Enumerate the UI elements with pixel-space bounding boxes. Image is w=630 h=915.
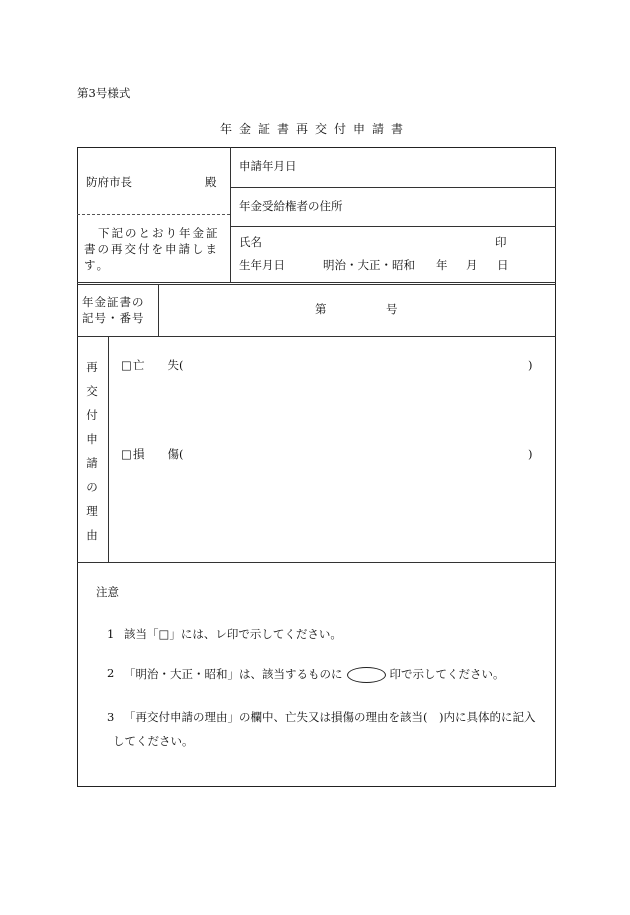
row-divider [230,187,556,188]
reason-label-char: 請 [86,456,98,470]
damaged-close-paren: ) [528,447,533,461]
month-label: 月 [466,258,478,272]
birthdate-label[interactable]: 生年月日 [239,258,285,272]
seal-label: 印 [495,235,507,249]
reason-label-char: 再 [86,360,98,374]
note-3-line-1: 「再交付申請の理由」の欄中、亡失又は損傷の理由を該当( )内に具体的に記入 [124,710,536,724]
section-divider [230,147,231,283]
reason-label-char: 交 [86,384,98,398]
row-divider [77,284,556,285]
reason-label-char: の [86,480,98,494]
address-label[interactable]: 年金受給権者の住所 [239,199,343,213]
name-label[interactable]: 氏名 [239,235,262,249]
note-3-number: 3 [107,710,115,724]
reason-label-char: 由 [86,528,98,542]
application-date-label[interactable]: 申請年月日 [239,159,297,173]
lost-label: 亡 失( [133,358,184,372]
ellipse-icon [347,667,386,683]
row-divider [77,336,556,337]
note-2-text-after: 印で示してください。 [389,667,505,681]
column-divider [158,284,159,336]
dashed-divider [77,214,230,215]
certificate-suffix: 号 [386,302,398,316]
certificate-label: 年金証書の記号・番号 [82,295,145,325]
note-2-number: 2 [107,666,115,680]
day-label: 日 [497,258,509,272]
year-label: 年 [436,258,448,272]
note-3-line-2: してください。 [113,734,194,748]
row-divider [230,226,556,227]
notes-heading: 注意 [96,585,119,599]
era-options[interactable]: 明治・大正・昭和 [323,258,415,272]
reason-label-char: 申 [86,432,98,446]
row-divider [77,562,556,563]
note-2-text-before: 「明治・大正・昭和」は、該当するものに [124,667,343,681]
column-divider [108,336,109,562]
note-2-text [124,666,505,683]
damaged-checkbox[interactable]: □ [121,447,132,461]
row-divider [77,282,556,283]
lost-checkbox[interactable]: □ [121,358,132,372]
damaged-label: 損 傷( [133,447,184,461]
note-1-text: 該当「□」には、レ印で示してください。 [124,627,342,641]
addressee-name: 防府市長 [86,175,132,189]
reason-label-char: 付 [86,408,98,422]
note-1-number: 1 [107,627,115,641]
reason-label-char: 理 [86,504,98,518]
page-title: 年金証書再交付申請書 [219,122,410,136]
form-number: 第3号様式 [77,86,131,100]
addressee-honorific: 殿 [205,175,217,189]
lost-close-paren: ) [528,358,533,372]
certificate-prefix: 第 [315,302,327,316]
request-statement: 下記のとおり年金証書の再交付を申請します。 [84,226,220,272]
